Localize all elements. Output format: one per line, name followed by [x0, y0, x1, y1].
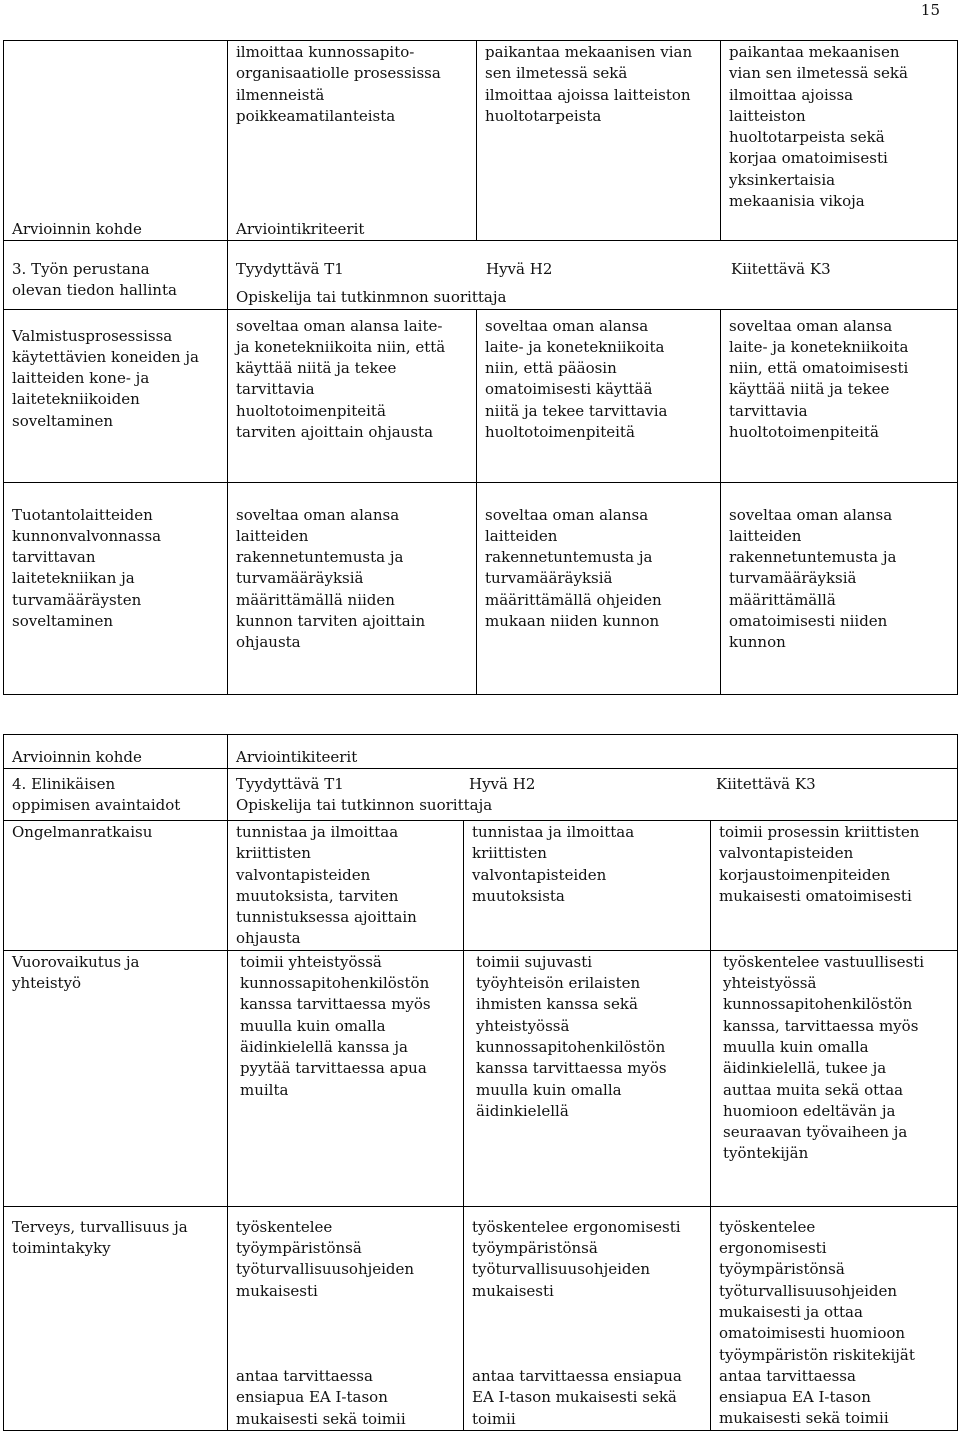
row-k3: työskentelee ergonomisesti työympäristönsä työturvallisuusohjeiden mukaisesti ja ottaa omatoimisesti huomioon työympäristön riskitekijät — [719, 1217, 915, 1364]
row-k3: työskentelee vastuullisesti yhteistyössä kunnossapitohenkilöstön kanssa, tarvittaessa myös muulla kuin omalla äidinkielellä, tukee ja auttaa muita sekä ottaa huomioon edeltävän ja seuraavan työvaiheen ja työntekijän — [711, 950, 958, 1206]
row-kohde: Vuorovaikutus ja yhteistyö — [4, 950, 228, 1206]
row-t1-cell — [228, 1206, 464, 1430]
table-row — [4, 309, 958, 482]
row-kohde: Ongelmanratkaisu — [4, 821, 228, 951]
row-h2-cell — [464, 1206, 711, 1430]
header-kriteerit-text: Arviointikriteerit — [236, 219, 365, 238]
section-4-title: 4. Elinikäisen oppimisen avaintaidot — [4, 769, 228, 821]
row-h2-first-aid: antaa tarvittaessa ensiapua EA I-tason mukaisesti sekä toimii — [472, 1366, 682, 1428]
section-4-heading-row — [4, 769, 958, 821]
level-k3: Kiitettävä K3 — [731, 260, 831, 278]
row-k3: soveltaa oman alansa laitteiden rakennetuntemusta ja turvamääräyksiä määrittämällä omatoimisesti niiden kunnon — [721, 482, 958, 694]
table-row — [4, 821, 958, 951]
row-k3-cell — [711, 1206, 958, 1430]
section-3-subheading: Opiskelija tai tutkinmnon suorittaja — [236, 288, 507, 307]
header-kohde-text: Arvioinnin kohde — [12, 219, 142, 238]
level-t1: Tyydyttävä T1 — [236, 260, 344, 278]
row-t1: soveltaa oman alansa laite- ja konetekniikoita niin, että käyttää niitä ja tekee tarvittavia huoltotoimenpiteitä tarviten ajoittain ohjausta — [228, 309, 477, 482]
header-h2-text: paikantaa mekaanisen vian sen ilmetessä sekä ilmoittaa ajoissa laitteiston huoltotarpeista — [477, 41, 721, 241]
row-h2: tunnistaa ja ilmoittaa kriittisten valvontapisteiden muutoksista — [464, 821, 711, 951]
table2-header-row — [4, 735, 958, 769]
level-h2: Hyvä H2 — [486, 260, 553, 278]
header-k3-text: paikantaa mekaanisen vian sen ilmetessä sekä ilmoittaa ajoissa laitteiston huoltotarpeista sekä korjaa omatoimisesti yksinkertaisia mekaanisia vikoja — [721, 41, 958, 241]
row-t1: toimii yhteistyössä kunnossapitohenkilöstön kanssa tarvittaessa myös muulla kuin omalla äidinkielellä kanssa ja pyytää tarvittaessa apua muilta — [228, 950, 464, 1206]
row-k3-first-aid: antaa tarvittaessa ensiapua EA I-tason mukaisesti sekä toimii — [719, 1366, 889, 1428]
row-t1-first-aid: antaa tarvittaessa ensiapua EA I-tason mukaisesti sekä toimii — [236, 1366, 406, 1428]
section-3-levels — [228, 241, 958, 310]
row-h2: työskentelee ergonomisesti työympäristönsä työturvallisuusohjeiden mukaisesti — [472, 1217, 681, 1300]
table1-header-row — [4, 41, 958, 241]
row-k3: soveltaa oman alansa laite- ja konetekniikoita niin, että omatoimisesti käyttää niitä ja tekee tarvittavia huoltotoimenpiteitä — [721, 309, 958, 482]
header-criteria — [228, 41, 477, 241]
row-k3: toimii prosessin kriittisten valvontapisteiden korjaustoimenpiteiden mukaisesti omatoimisesti — [711, 821, 958, 951]
row-kohde: Valmistusprosessissa käytettävien koneiden ja laitteiden kone- ja laitetekniikoiden soveltaminen — [4, 309, 228, 482]
table-row — [4, 950, 958, 1206]
assessment-table-section-3 — [3, 40, 958, 695]
row-h2: soveltaa oman alansa laite- ja konetekniikoita niin, että pääosin omatoimisesti käyttää niitä ja tekee tarvittavia huoltotoimenpiteitä — [477, 309, 721, 482]
row-t1: työskentelee työympäristönsä työturvallisuusohjeiden mukaisesti — [236, 1217, 415, 1300]
section-3-title: 3. Työn perustana olevan tiedon hallinta — [4, 241, 228, 310]
row-t1: soveltaa oman alansa laitteiden rakennetuntemusta ja turvamääräyksiä määrittämällä niiden kunnon tarviten ajoittain ohjausta — [228, 482, 477, 694]
section-4-levels — [228, 769, 958, 821]
level-t1: Tyydyttävä T1 — [236, 775, 344, 793]
table-row — [4, 482, 958, 694]
level-k3: Kiitettävä K3 — [716, 775, 816, 793]
header-assessment-target: Arvioinnin kohde — [4, 735, 228, 769]
header-assessment-target — [4, 41, 228, 241]
assessment-table-section-4 — [3, 734, 958, 1431]
page-number: 15 — [920, 1, 940, 19]
header-t1-text: ilmoittaa kunnossapito- organisaatiolle prosessissa ilmenneistä poikkeamatilanteista — [236, 43, 441, 125]
row-t1: tunnistaa ja ilmoittaa kriittisten valvontapisteiden muutoksista, tarviten tunnistuksessa ajoittain ohjausta — [228, 821, 464, 951]
section-3-heading-row — [4, 241, 958, 310]
section-4-subheading: Opiskelija tai tutkinnon suorittaja — [236, 796, 493, 815]
row-kohde: Tuotantolaitteiden kunnonvalvonnassa tarvittavan laitetekniikan ja turvamääräysten soveltaminen — [4, 482, 228, 694]
level-h2: Hyvä H2 — [469, 775, 536, 793]
table-row — [4, 1206, 958, 1430]
row-h2: soveltaa oman alansa laitteiden rakennetuntemusta ja turvamääräyksiä määrittämällä ohjeiden mukaan niiden kunnon — [477, 482, 721, 694]
row-h2: toimii sujuvasti työyhteisön erilaisten ihmisten kanssa sekä yhteistyössä kunnossapitohenkilöstön kanssa tarvittaessa myös muulla kuin omalla äidinkielellä — [464, 950, 711, 1206]
header-criteria: Arviointikiteerit — [228, 735, 958, 769]
row-kohde: Terveys, turvallisuus ja toimintakyky — [4, 1206, 228, 1430]
